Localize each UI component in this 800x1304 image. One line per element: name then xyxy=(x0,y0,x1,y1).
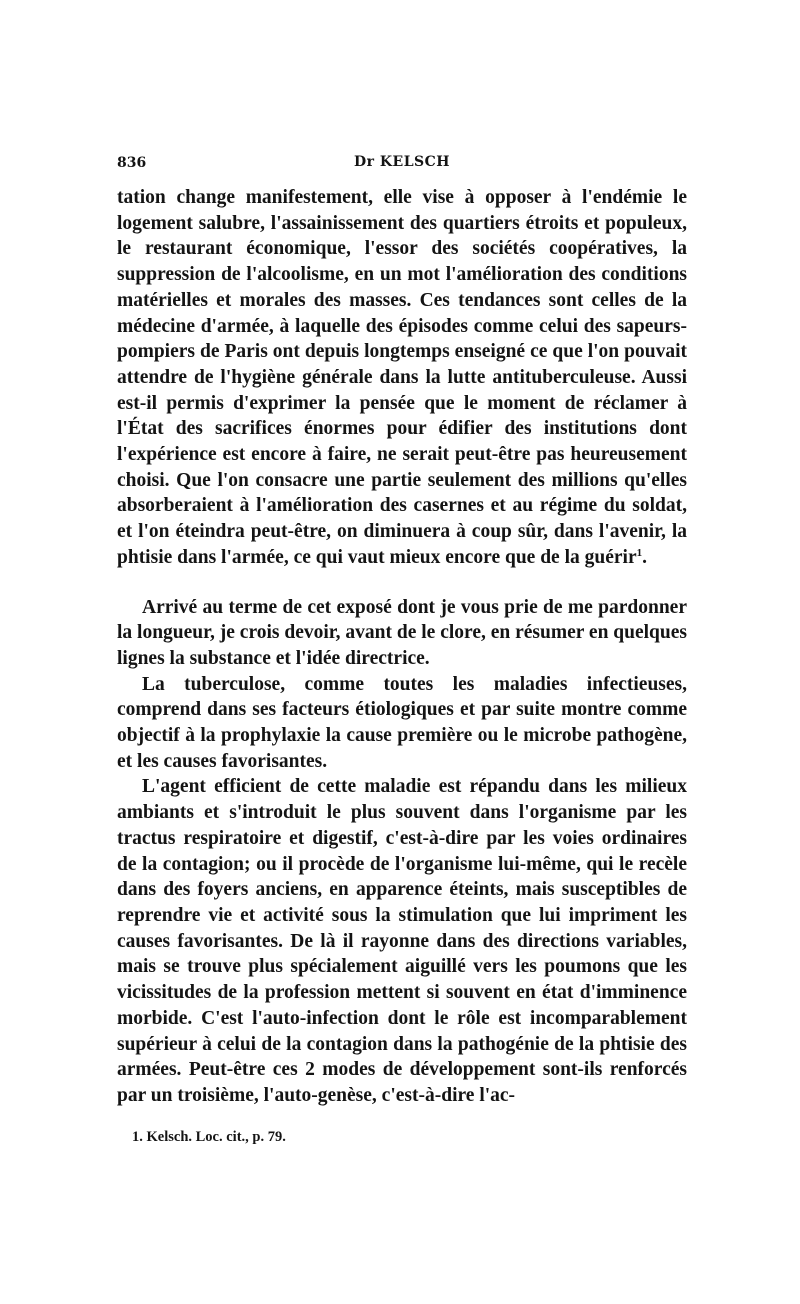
paragraph-2: Arrivé au terme de cet exposé dont je vous prie de me pardonner la longueur, je crois devoir, avant de le clore, en résumer en quelques lignes la substance et l'idée directrice. xyxy=(117,596,687,669)
body-text xyxy=(117,185,687,1109)
paragraph-1-end: . xyxy=(642,546,647,568)
paragraph-3: La tuberculose, comme toutes les maladies infectieuses, comprend dans ses facteurs étiologiques et par suite montre comme objectif à la prophylaxie la cause première ou le microbe pathogène, et les causes favorisantes. xyxy=(117,673,687,772)
paragraph-4: L'agent efficient de cette maladie est répandu dans les milieux ambiants et s'introduit le plus souvent dans l'organisme par les tractus respiratoire et digestif, c'est-à-dire par les voies ordinaires de la contagion; ou il procède de l'organisme lui-même, qui le recèle dans des foyers anciens, en apparence éteints, mais susceptibles de reprendre vie et activité sous la stimulation que lui impriment les causes favorisantes. De là il rayonne dans des directions variables, mais se trouve plus spécialement aiguillé vers les poumons que les vicissitudes de la profession mettent si souvent en état d'imminence morbide. C'est l'auto-infection dont le rôle est incomparablement supérieur à celui de la contagion dans la pathogénie de la phtisie des armées. Peut-être ces 2 modes de développement sont-ils renforcés par un troisième, l'auto-genèse, c'est-à-dire l'ac- xyxy=(117,776,687,1106)
paragraph-gap xyxy=(117,571,687,595)
running-head xyxy=(117,150,687,174)
page-number: 836 xyxy=(117,155,147,171)
footnote: 1. Kelsch. Loc. cit., p. 79. xyxy=(132,1129,286,1145)
paragraph-1 xyxy=(117,185,687,571)
footnote-reference: 1 xyxy=(636,546,643,559)
header-title: Dr KELSCH xyxy=(353,154,451,170)
paragraph-1-text: tation change manifestement, elle vise à opposer à l'endémie le logement salubre, l'assainissement des quartiers étroits et populeux, le restaurant économique, l'essor des sociétés coopératives, la suppression de l'alcoolisme, en un mot l'amélioration des conditions matérielles et morales des masses. Ces tendances sont celles de la médecine d'armée, à laquelle des épisodes comme celui des sapeurs-pompiers de Paris ont depuis longtemps enseigné ce que l'on pouvait attendre de l'hygiène générale dans la lutte antituberculeuse. Aussi est-il permis d'exprimer la pensée que le moment de réclamer à l'État des sacrifices énormes pour édifier des institutions dont l'expérience est encore à faire, ne serait peut-être pas heureusement choisi. Que l'on consacre une partie seulement des millions qu'elles absorberaient à l'amélioration des casernes et au régime du soldat, et l'on éteindra peut-être, on diminuera à coup sûr, dans l'avenir, la phtisie dans l'armée, ce qui vaut mieux encore que de la guérir xyxy=(117,187,687,568)
